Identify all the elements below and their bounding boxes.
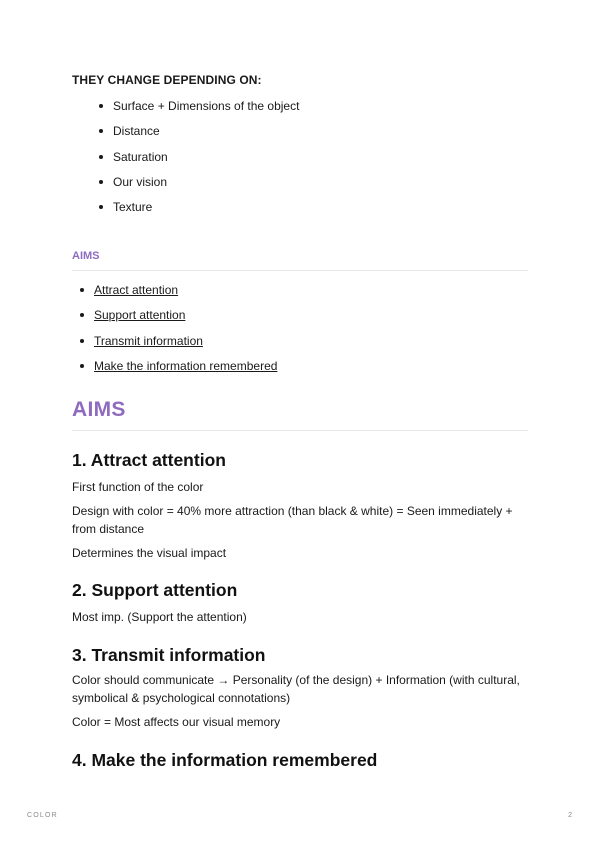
toc-item bbox=[94, 359, 277, 373]
toc-link-transmit-information[interactable]: Transmit information bbox=[94, 333, 203, 348]
paragraph: Most imp. (Support the attention) bbox=[72, 610, 247, 624]
depend-heading: THEY CHANGE DEPENDING ON: bbox=[72, 73, 262, 87]
section-title: 2. Support attention bbox=[72, 580, 238, 600]
toc-link-attract-attention[interactable]: Attract attention bbox=[94, 283, 179, 297]
toc-item bbox=[94, 283, 277, 297]
aims-heading: AIMS bbox=[72, 398, 528, 431]
paragraph: Determines the visual impact bbox=[72, 546, 227, 560]
section-title: 3. Transmit information bbox=[72, 645, 266, 665]
list-item: Texture bbox=[113, 200, 299, 214]
list-item: Saturation bbox=[113, 150, 299, 164]
paragraph: Color = Most affects our visual memory bbox=[72, 715, 281, 729]
list-item: Distance bbox=[113, 124, 299, 138]
toc-link-support-attention[interactable]: Support attention bbox=[94, 308, 186, 323]
section-title: 4. Make the information remembered bbox=[72, 750, 378, 770]
depend-list bbox=[113, 99, 299, 225]
footer-doc-title: COLOR bbox=[27, 812, 58, 819]
aims-toc-list bbox=[94, 283, 277, 384]
list-item: Surface + Dimensions of the object bbox=[113, 99, 300, 113]
paragraph: First function of the color bbox=[72, 480, 204, 494]
paragraph: Design with color = 40% more attraction (than black & white) = Seen immediately + from distance bbox=[72, 504, 513, 536]
toc-item bbox=[94, 334, 277, 348]
aims-toc-heading: AIMS bbox=[72, 250, 528, 271]
list-item: Our vision bbox=[113, 175, 299, 189]
footer-page-number: 2 bbox=[568, 812, 572, 819]
paragraph: Color should communicate → Personality (of the design) + Information (with cultural, symbolical & psychological connotations) bbox=[72, 673, 520, 705]
toc-link-make-remembered[interactable]: Make the information remembered bbox=[94, 358, 278, 373]
section-title: 1. Attract attention bbox=[72, 450, 226, 470]
toc-item bbox=[94, 308, 277, 322]
